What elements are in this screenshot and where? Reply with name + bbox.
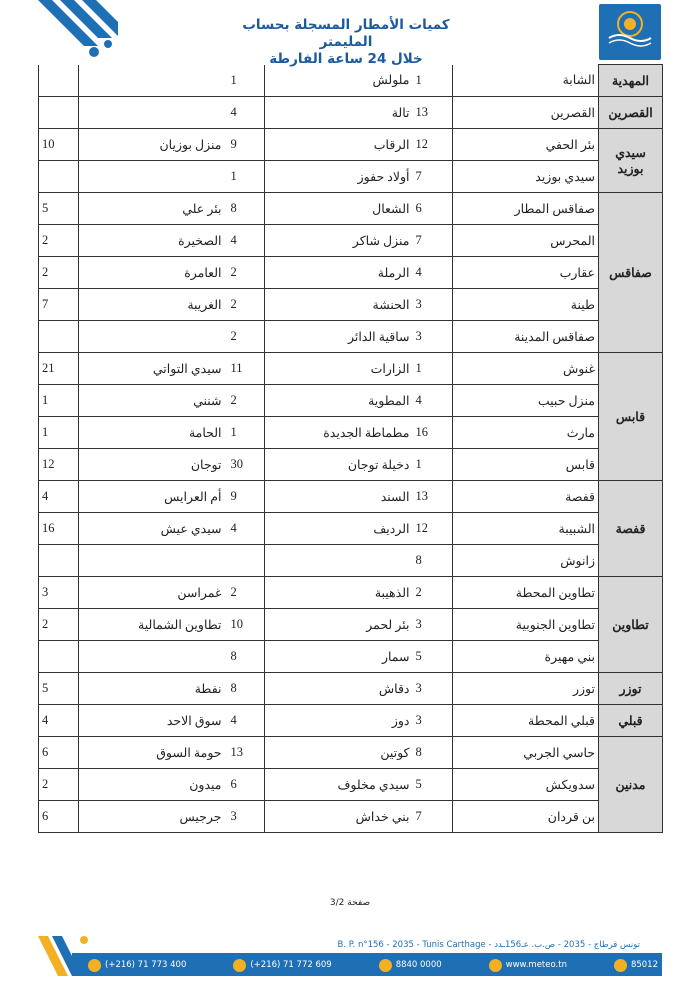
footer-contact-text: 85012: [630, 960, 658, 970]
rainfall-value-col3: [39, 641, 79, 673]
table-row: [39, 417, 663, 449]
table-row: [39, 289, 663, 321]
table-row: [39, 97, 663, 129]
rainfall-value-col3: [39, 97, 79, 129]
rainfall-value-col3: 21: [39, 353, 79, 385]
rainfall-value-col2: 1: [225, 161, 265, 193]
table-row: [39, 65, 663, 97]
station-name-col3: تطاوين الشمالية: [79, 609, 225, 641]
station-name-col1: قابس: [453, 449, 599, 481]
rainfall-value-col2: 4: [225, 705, 265, 737]
rainfall-value-col2: 4: [225, 513, 265, 545]
table-row: [39, 737, 663, 769]
governorate-name: توزر: [599, 673, 663, 705]
footer-contact-item: [379, 959, 442, 972]
rainfall-value-col1: 6: [413, 193, 453, 225]
rainfall-value-col3: 2: [39, 769, 79, 801]
sms-icon: [614, 959, 627, 972]
table-row: [39, 577, 663, 609]
station-name-col3: منزل بوزيان: [79, 129, 225, 161]
rainfall-value-col3: [39, 321, 79, 353]
rainfall-value-col3: 2: [39, 225, 79, 257]
station-name-col2: بني خداش: [265, 801, 413, 833]
rainfall-value-col2: 30: [225, 449, 265, 481]
station-name-col3: توجان: [79, 449, 225, 481]
rainfall-value-col2: 9: [225, 481, 265, 513]
table-row: [39, 225, 663, 257]
station-name-col2: منزل شاكر: [265, 225, 413, 257]
footer-contact-text: 8840 0000: [395, 960, 442, 970]
rainfall-value-col3: 2: [39, 257, 79, 289]
station-name-col1: صفاقس المطار: [453, 193, 599, 225]
footer-contact-item: [614, 959, 658, 972]
rainfall-value-col3: 4: [39, 481, 79, 513]
rainfall-value-col2: 11: [225, 353, 265, 385]
fax-icon: [233, 959, 246, 972]
station-name-col3: [79, 545, 225, 577]
rainfall-value-col1: 8: [413, 545, 453, 577]
report-title: [230, 17, 462, 68]
station-name-col2: سمار: [265, 641, 413, 673]
table-row: [39, 513, 663, 545]
station-name-col3: [79, 161, 225, 193]
station-name-col3: سيدي التواتي: [79, 353, 225, 385]
governorate-name: المهدية: [599, 65, 663, 97]
rainfall-value-col3: 4: [39, 705, 79, 737]
station-name-col2: دخيلة توجان: [265, 449, 413, 481]
table-row: [39, 705, 663, 737]
station-name-col3: جرجيس: [79, 801, 225, 833]
station-name-col2: كوتين: [265, 737, 413, 769]
globe-icon: [489, 959, 502, 972]
rainfall-value-col3: 3: [39, 577, 79, 609]
table-row: [39, 609, 663, 641]
station-name-col3: بئر علي: [79, 193, 225, 225]
title-line-1: كميات الأمطار المسجلة بحساب المليمتر: [242, 17, 450, 50]
station-name-col2: تالة: [265, 97, 413, 129]
rainfall-value-col2: 2: [225, 577, 265, 609]
rainfall-value-col1: 13: [413, 97, 453, 129]
footer-contact-text: (+216) 71 773 400: [105, 960, 187, 970]
rainfall-value-col1: 7: [413, 225, 453, 257]
rainfall-value-col3: 6: [39, 737, 79, 769]
station-name-col1: زانوش: [453, 545, 599, 577]
rainfall-value-col2: 6: [225, 769, 265, 801]
footer-address: B. P. n°156 - 2035 - Tunis Carthage - تونس قرطاج - 2035 - ص.ب. عـ156ـدد: [337, 940, 640, 950]
governorate-name: قابس: [599, 353, 663, 481]
station-name-col3: سوق الاحد: [79, 705, 225, 737]
rainfall-value-col2: 1: [225, 65, 265, 97]
table-row: [39, 353, 663, 385]
station-name-col1: المحرس: [453, 225, 599, 257]
rainfall-value-col1: 7: [413, 161, 453, 193]
station-name-col1: تطاوين الجنوبية: [453, 609, 599, 641]
station-name-col3: الغريبة: [79, 289, 225, 321]
station-name-col3: نفطة: [79, 673, 225, 705]
footer-contact-item: [233, 959, 331, 972]
governorate-name: صفاقس: [599, 193, 663, 353]
rainfall-value-col3: [39, 161, 79, 193]
rainfall-value-col3: 7: [39, 289, 79, 321]
station-name-col1: سيدي بوزيد: [453, 161, 599, 193]
rainfall-value-col2: 10: [225, 609, 265, 641]
rainfall-value-col2: 9: [225, 129, 265, 161]
rainfall-value-col2: 8: [225, 641, 265, 673]
station-name-col3: [79, 321, 225, 353]
station-name-col2: بئر لحمر: [265, 609, 413, 641]
table-row: [39, 641, 663, 673]
page-number: صفحة 3/2: [329, 898, 371, 908]
governorate-name: تطاوين: [599, 577, 663, 673]
rainfall-value-col2: [225, 545, 265, 577]
station-name-col3: غمراسن: [79, 577, 225, 609]
footer-contact-item: [88, 959, 186, 972]
rainfall-value-col1: 12: [413, 513, 453, 545]
rainfall-value-col1: 2: [413, 577, 453, 609]
rainfall-value-col1: 8: [413, 737, 453, 769]
table-row: [39, 673, 663, 705]
table-row: [39, 801, 663, 833]
rainfall-value-col1: 4: [413, 257, 453, 289]
rainfall-value-col2: 3: [225, 801, 265, 833]
governorate-name: قبلي: [599, 705, 663, 737]
governorate-name: مدنين: [599, 737, 663, 833]
station-name-col2: الرديف: [265, 513, 413, 545]
rainfall-value-col1: 1: [413, 353, 453, 385]
station-name-col1: غنوش: [453, 353, 599, 385]
footer-contact-text: (+216) 71 772 609: [250, 960, 332, 970]
rainfall-value-col2: 2: [225, 257, 265, 289]
rainfall-value-col2: 1: [225, 417, 265, 449]
station-name-col2: الشعال: [265, 193, 413, 225]
station-name-col3: شنني: [79, 385, 225, 417]
station-name-col2: الرملة: [265, 257, 413, 289]
rainfall-value-col3: 2: [39, 609, 79, 641]
rainfall-value-col1: 3: [413, 321, 453, 353]
institute-logo: [599, 4, 661, 60]
station-name-col3: سيدي عيش: [79, 513, 225, 545]
rainfall-value-col1: 5: [413, 769, 453, 801]
rainfall-value-col2: 2: [225, 289, 265, 321]
station-name-col2: [265, 545, 413, 577]
rainfall-value-col1: 13: [413, 481, 453, 513]
table-row: [39, 385, 663, 417]
rainfall-value-col2: 2: [225, 321, 265, 353]
station-name-col1: حاسي الجربي: [453, 737, 599, 769]
call-center-icon: [379, 959, 392, 972]
table-row: [39, 193, 663, 225]
rainfall-value-col2: 8: [225, 673, 265, 705]
station-name-col1: الشبيبة: [453, 513, 599, 545]
phone-icon: [88, 959, 101, 972]
header-stripes-graphic: [38, 0, 118, 62]
rainfall-value-col1: 3: [413, 673, 453, 705]
station-name-col1: تطاوين المحطة: [453, 577, 599, 609]
station-name-col2: الزارات: [265, 353, 413, 385]
station-name-col2: أولاد حفوز: [265, 161, 413, 193]
table-row: [39, 257, 663, 289]
station-name-col1: سدويكش: [453, 769, 599, 801]
station-name-col2: دقاش: [265, 673, 413, 705]
table-row: [39, 769, 663, 801]
rainfall-value-col3: 12: [39, 449, 79, 481]
station-name-col1: صفاقس المدينة: [453, 321, 599, 353]
rainfall-value-col2: 13: [225, 737, 265, 769]
station-name-col2: مطماطة الجديدة: [265, 417, 413, 449]
station-name-col3: [79, 97, 225, 129]
station-name-col2: ملولش: [265, 65, 413, 97]
rainfall-value-col2: 2: [225, 385, 265, 417]
station-name-col1: بني مهيرة: [453, 641, 599, 673]
rainfall-value-col3: 1: [39, 385, 79, 417]
station-name-col1: منزل حبيب: [453, 385, 599, 417]
rainfall-value-col3: 5: [39, 193, 79, 225]
governorate-name: قفصة: [599, 481, 663, 577]
station-name-col1: بئر الحفي: [453, 129, 599, 161]
station-name-col3: ميدون: [79, 769, 225, 801]
rainfall-value-col3: 10: [39, 129, 79, 161]
station-name-col2: ساقية الدائر: [265, 321, 413, 353]
rainfall-value-col3: 6: [39, 801, 79, 833]
footer-contact-text: www.meteo.tn: [505, 960, 567, 970]
rainfall-value-col1: 12: [413, 129, 453, 161]
station-name-col3: [79, 641, 225, 673]
rainfall-value-col3: 16: [39, 513, 79, 545]
station-name-col1: توزر: [453, 673, 599, 705]
rainfall-value-col1: 1: [413, 65, 453, 97]
table-row: [39, 545, 663, 577]
station-name-col1: بن قردان: [453, 801, 599, 833]
station-name-col3: العامرة: [79, 257, 225, 289]
table-row: [39, 129, 663, 161]
table-row: [39, 321, 663, 353]
rainfall-value-col1: 3: [413, 705, 453, 737]
station-name-col2: السند: [265, 481, 413, 513]
rainfall-value-col1: 3: [413, 289, 453, 321]
rainfall-value-col1: 16: [413, 417, 453, 449]
rainfall-value-col3: 1: [39, 417, 79, 449]
rainfall-value-col3: [39, 65, 79, 97]
table-row: [39, 481, 663, 513]
rainfall-table: [38, 64, 663, 833]
title-line-2: خلال 24 ساعة الفارطة: [269, 51, 423, 67]
station-name-col3: أم العرايس: [79, 481, 225, 513]
station-name-col2: دوز: [265, 705, 413, 737]
station-name-col2: المطوية: [265, 385, 413, 417]
station-name-col2: الذهيبة: [265, 577, 413, 609]
station-name-col2: الرقاب: [265, 129, 413, 161]
governorate-name: القصرين: [599, 97, 663, 129]
table-row: [39, 161, 663, 193]
footer-contacts: [88, 957, 658, 973]
station-name-col1: عقارب: [453, 257, 599, 289]
footer-contact-item: [489, 959, 567, 972]
station-name-col2: الحنشة: [265, 289, 413, 321]
rainfall-value-col2: 4: [225, 225, 265, 257]
rainfall-value-col2: 4: [225, 97, 265, 129]
rainfall-value-col1: 5: [413, 641, 453, 673]
station-name-col3: الحامة: [79, 417, 225, 449]
station-name-col1: الشابة: [453, 65, 599, 97]
governorate-name: سيدي بوزيد: [599, 129, 663, 193]
rainfall-value-col1: 4: [413, 385, 453, 417]
station-name-col3: الصخيرة: [79, 225, 225, 257]
station-name-col1: قبلي المحطة: [453, 705, 599, 737]
station-name-col1: القصرين: [453, 97, 599, 129]
rainfall-value-col1: 7: [413, 801, 453, 833]
station-name-col1: قفصة: [453, 481, 599, 513]
table-row: [39, 449, 663, 481]
rainfall-value-col1: 3: [413, 609, 453, 641]
station-name-col3: [79, 65, 225, 97]
station-name-col3: حومة السوق: [79, 737, 225, 769]
rainfall-value-col3: [39, 545, 79, 577]
rainfall-value-col3: 5: [39, 673, 79, 705]
rainfall-value-col1: 1: [413, 449, 453, 481]
rainfall-value-col2: 8: [225, 193, 265, 225]
station-name-col1: طينة: [453, 289, 599, 321]
station-name-col2: سيدي مخلوف: [265, 769, 413, 801]
station-name-col1: مارث: [453, 417, 599, 449]
